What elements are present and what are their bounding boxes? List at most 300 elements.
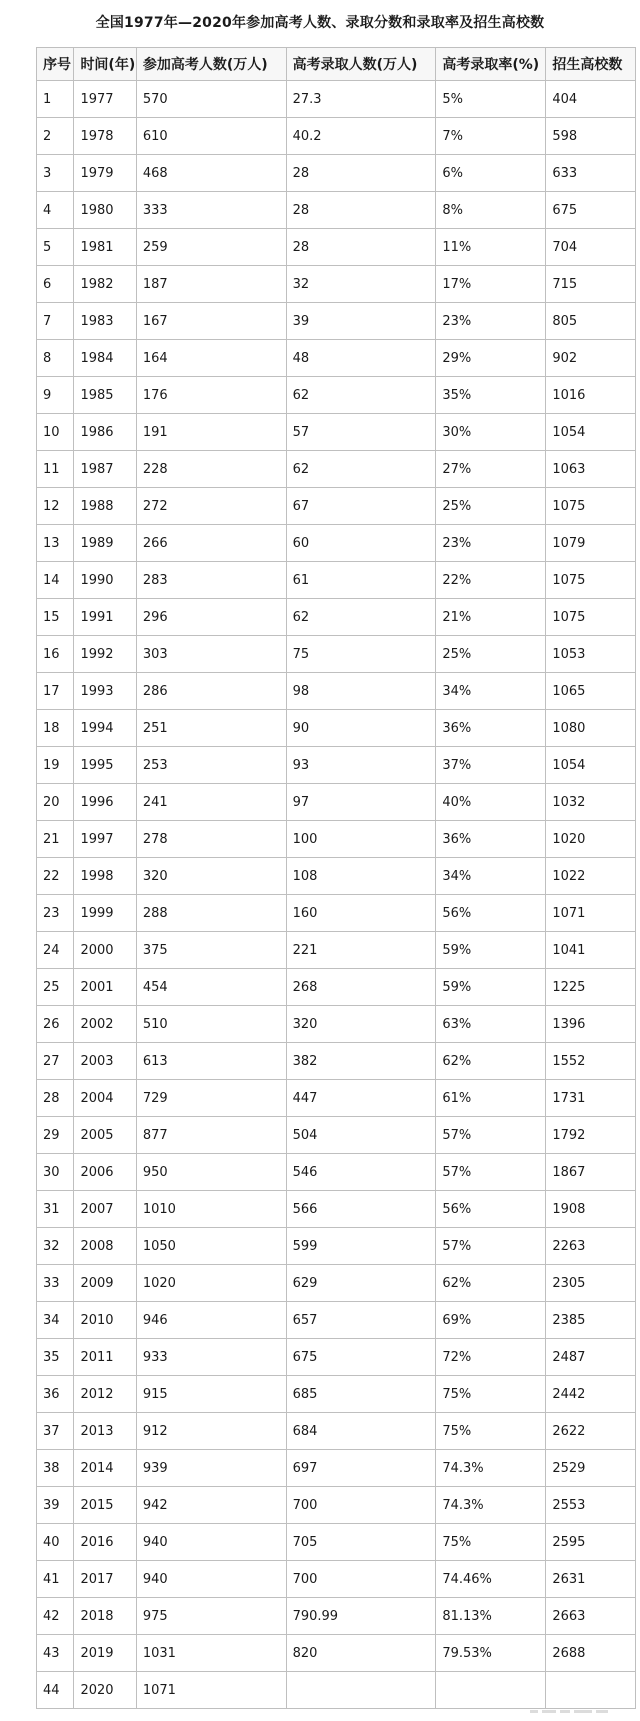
cell-serial: 38	[37, 1450, 74, 1487]
cell-applicants: 278	[136, 821, 286, 858]
cell-admission-rate: 75%	[436, 1376, 546, 1413]
cell-year: 1979	[74, 155, 136, 192]
cell-universities: 1054	[546, 747, 636, 784]
cell-admitted: 675	[286, 1339, 436, 1376]
cell-year: 1982	[74, 266, 136, 303]
cell-admitted: 705	[286, 1524, 436, 1561]
cell-serial: 40	[37, 1524, 74, 1561]
cell-year: 2007	[74, 1191, 136, 1228]
admission-statistics-table	[36, 47, 636, 1709]
cell-universities: 1041	[546, 932, 636, 969]
cell-admitted: 657	[286, 1302, 436, 1339]
table-row	[37, 969, 636, 1006]
table-row	[37, 1413, 636, 1450]
cell-admitted: 40.2	[286, 118, 436, 155]
cell-admission-rate: 59%	[436, 932, 546, 969]
cell-year: 1996	[74, 784, 136, 821]
cell-applicants: 167	[136, 303, 286, 340]
cell-admission-rate: 34%	[436, 858, 546, 895]
cell-applicants: 915	[136, 1376, 286, 1413]
cell-serial: 28	[37, 1080, 74, 1117]
cell-year: 1997	[74, 821, 136, 858]
table-row	[37, 673, 636, 710]
cell-applicants: 251	[136, 710, 286, 747]
table-row	[37, 1191, 636, 1228]
cell-admitted: 98	[286, 673, 436, 710]
cell-serial: 7	[37, 303, 74, 340]
cell-admitted: 221	[286, 932, 436, 969]
cell-universities: 2487	[546, 1339, 636, 1376]
cell-admission-rate: 81.13%	[436, 1598, 546, 1635]
cell-year: 2015	[74, 1487, 136, 1524]
cell-universities: 1731	[546, 1080, 636, 1117]
cell-universities: 2631	[546, 1561, 636, 1598]
cell-admission-rate: 57%	[436, 1154, 546, 1191]
cell-applicants: 259	[136, 229, 286, 266]
cell-year: 1995	[74, 747, 136, 784]
cell-year: 2000	[74, 932, 136, 969]
cell-serial: 14	[37, 562, 74, 599]
cell-applicants: 468	[136, 155, 286, 192]
cell-admission-rate: 25%	[436, 636, 546, 673]
table-row	[37, 1561, 636, 1598]
cell-universities: 1020	[546, 821, 636, 858]
cell-applicants: 454	[136, 969, 286, 1006]
cell-universities: 2595	[546, 1524, 636, 1561]
cell-universities: 2553	[546, 1487, 636, 1524]
cell-serial: 13	[37, 525, 74, 562]
cell-serial: 23	[37, 895, 74, 932]
cell-admitted: 75	[286, 636, 436, 673]
cell-admitted: 697	[286, 1450, 436, 1487]
cell-applicants: 912	[136, 1413, 286, 1450]
cell-applicants: 253	[136, 747, 286, 784]
cell-year: 2010	[74, 1302, 136, 1339]
cell-admission-rate: 56%	[436, 1191, 546, 1228]
cell-applicants: 1020	[136, 1265, 286, 1302]
cell-applicants: 942	[136, 1487, 286, 1524]
cell-year: 1992	[74, 636, 136, 673]
cell-year: 1986	[74, 414, 136, 451]
cell-year: 2013	[74, 1413, 136, 1450]
header-year: 时间(年)	[74, 48, 136, 81]
table-title: 全国1977年—2020年参加高考人数、录取分数和录取率及招生高校数	[95, 15, 545, 31]
cell-applicants: 1031	[136, 1635, 286, 1672]
cell-year: 1987	[74, 451, 136, 488]
cell-serial: 5	[37, 229, 74, 266]
cell-admission-rate: 27%	[436, 451, 546, 488]
cell-admitted: 61	[286, 562, 436, 599]
header-serial: 序号	[37, 48, 74, 81]
cell-year: 1998	[74, 858, 136, 895]
cell-applicants: 877	[136, 1117, 286, 1154]
cell-universities: 2688	[546, 1635, 636, 1672]
cell-admission-rate: 6%	[436, 155, 546, 192]
cell-year: 1981	[74, 229, 136, 266]
table-row	[37, 1302, 636, 1339]
cell-year: 2001	[74, 969, 136, 1006]
cell-applicants: 176	[136, 377, 286, 414]
cell-admitted: 62	[286, 599, 436, 636]
header-admission-rate: 高考录取率(%)	[436, 48, 546, 81]
cell-applicants: 510	[136, 1006, 286, 1043]
cell-universities: 2305	[546, 1265, 636, 1302]
table-row	[37, 821, 636, 858]
cell-applicants: 288	[136, 895, 286, 932]
cell-admission-rate: 22%	[436, 562, 546, 599]
cell-universities: 1867	[546, 1154, 636, 1191]
cell-admission-rate: 59%	[436, 969, 546, 1006]
cell-admitted: 820	[286, 1635, 436, 1672]
cell-year: 2009	[74, 1265, 136, 1302]
cell-applicants: 610	[136, 118, 286, 155]
cell-year: 2012	[74, 1376, 136, 1413]
table-row	[37, 710, 636, 747]
cell-applicants: 333	[136, 192, 286, 229]
cell-year: 2018	[74, 1598, 136, 1635]
table-row	[37, 1635, 636, 1672]
cell-admission-rate: 36%	[436, 821, 546, 858]
table-row	[37, 229, 636, 266]
cell-admission-rate: 37%	[436, 747, 546, 784]
cell-year: 1994	[74, 710, 136, 747]
cell-applicants: 375	[136, 932, 286, 969]
cell-admission-rate: 23%	[436, 303, 546, 340]
cell-serial: 1	[37, 81, 74, 118]
cell-applicants: 1010	[136, 1191, 286, 1228]
table-row	[37, 303, 636, 340]
cell-admitted: 93	[286, 747, 436, 784]
cell-universities: 2663	[546, 1598, 636, 1635]
cell-applicants: 1071	[136, 1672, 286, 1709]
cell-admitted: 32	[286, 266, 436, 303]
cell-serial: 15	[37, 599, 74, 636]
cell-serial: 21	[37, 821, 74, 858]
cell-admission-rate: 7%	[436, 118, 546, 155]
cell-admitted: 447	[286, 1080, 436, 1117]
cell-admitted: 685	[286, 1376, 436, 1413]
cell-admitted: 67	[286, 488, 436, 525]
cell-admitted: 599	[286, 1228, 436, 1265]
cell-admitted: 28	[286, 192, 436, 229]
cell-applicants: 946	[136, 1302, 286, 1339]
cell-admission-rate: 36%	[436, 710, 546, 747]
cell-serial: 2	[37, 118, 74, 155]
cell-admission-rate: 57%	[436, 1117, 546, 1154]
cell-admitted: 62	[286, 377, 436, 414]
cell-serial: 34	[37, 1302, 74, 1339]
table-row	[37, 784, 636, 821]
cell-admitted: 160	[286, 895, 436, 932]
table-row	[37, 81, 636, 118]
cell-serial: 35	[37, 1339, 74, 1376]
cell-admitted: 268	[286, 969, 436, 1006]
cell-year: 2014	[74, 1450, 136, 1487]
cell-universities: 1022	[546, 858, 636, 895]
cell-year: 2008	[74, 1228, 136, 1265]
cell-admission-rate: 5%	[436, 81, 546, 118]
cell-admission-rate: 62%	[436, 1265, 546, 1302]
cell-universities: 1908	[546, 1191, 636, 1228]
cell-admitted: 48	[286, 340, 436, 377]
table-row	[37, 1598, 636, 1635]
cell-universities: 1016	[546, 377, 636, 414]
cell-year: 1978	[74, 118, 136, 155]
table-body	[37, 81, 636, 1709]
cell-admitted: 57	[286, 414, 436, 451]
cell-applicants: 241	[136, 784, 286, 821]
cell-admission-rate: 57%	[436, 1228, 546, 1265]
table-row	[37, 858, 636, 895]
cell-admission-rate: 35%	[436, 377, 546, 414]
cell-applicants: 320	[136, 858, 286, 895]
cell-applicants: 296	[136, 599, 286, 636]
cell-serial: 30	[37, 1154, 74, 1191]
cell-year: 1977	[74, 81, 136, 118]
cell-serial: 26	[37, 1006, 74, 1043]
table-row	[37, 377, 636, 414]
table-row	[37, 1376, 636, 1413]
cell-admitted: 790.99	[286, 1598, 436, 1635]
cell-serial: 6	[37, 266, 74, 303]
cell-universities: 2263	[546, 1228, 636, 1265]
cell-serial: 11	[37, 451, 74, 488]
cell-admitted: 62	[286, 451, 436, 488]
cell-admission-rate: 75%	[436, 1524, 546, 1561]
table-row	[37, 1117, 636, 1154]
cell-universities: 1225	[546, 969, 636, 1006]
cell-applicants: 940	[136, 1561, 286, 1598]
cell-year: 1983	[74, 303, 136, 340]
cell-applicants: 950	[136, 1154, 286, 1191]
cell-year: 2004	[74, 1080, 136, 1117]
cell-year: 2011	[74, 1339, 136, 1376]
table-row	[37, 1154, 636, 1191]
watermark	[530, 1701, 626, 1715]
cell-serial: 39	[37, 1487, 74, 1524]
cell-serial: 24	[37, 932, 74, 969]
cell-applicants: 272	[136, 488, 286, 525]
cell-serial: 22	[37, 858, 74, 895]
table-row	[37, 488, 636, 525]
cell-serial: 16	[37, 636, 74, 673]
cell-year: 1984	[74, 340, 136, 377]
cell-admission-rate: 8%	[436, 192, 546, 229]
cell-admitted: 27.3	[286, 81, 436, 118]
cell-admitted: 108	[286, 858, 436, 895]
cell-universities: 715	[546, 266, 636, 303]
table-row	[37, 1080, 636, 1117]
cell-admitted: 504	[286, 1117, 436, 1154]
cell-admitted: 700	[286, 1487, 436, 1524]
cell-serial: 20	[37, 784, 74, 821]
table-row	[37, 747, 636, 784]
cell-universities: 633	[546, 155, 636, 192]
cell-admitted: 629	[286, 1265, 436, 1302]
cell-admitted: 90	[286, 710, 436, 747]
cell-year: 1988	[74, 488, 136, 525]
cell-applicants: 228	[136, 451, 286, 488]
cell-serial: 18	[37, 710, 74, 747]
cell-serial: 19	[37, 747, 74, 784]
cell-admission-rate: 30%	[436, 414, 546, 451]
table-row	[37, 1450, 636, 1487]
table-row	[37, 155, 636, 192]
cell-year: 2020	[74, 1672, 136, 1709]
cell-universities: 404	[546, 81, 636, 118]
cell-admission-rate: 56%	[436, 895, 546, 932]
cell-universities: 902	[546, 340, 636, 377]
cell-serial: 27	[37, 1043, 74, 1080]
cell-admission-rate: 74.3%	[436, 1487, 546, 1524]
cell-serial: 4	[37, 192, 74, 229]
cell-year: 2005	[74, 1117, 136, 1154]
cell-universities: 2442	[546, 1376, 636, 1413]
table-row	[37, 414, 636, 451]
cell-admitted: 566	[286, 1191, 436, 1228]
cell-admitted: 382	[286, 1043, 436, 1080]
cell-applicants: 613	[136, 1043, 286, 1080]
cell-year: 1990	[74, 562, 136, 599]
cell-applicants: 187	[136, 266, 286, 303]
cell-applicants: 729	[136, 1080, 286, 1117]
cell-admission-rate: 69%	[436, 1302, 546, 1339]
table-row	[37, 1524, 636, 1561]
table-row	[37, 599, 636, 636]
cell-applicants: 975	[136, 1598, 286, 1635]
cell-admission-rate: 23%	[436, 525, 546, 562]
cell-serial: 9	[37, 377, 74, 414]
cell-applicants: 939	[136, 1450, 286, 1487]
cell-admission-rate: 74.46%	[436, 1561, 546, 1598]
cell-admission-rate: 61%	[436, 1080, 546, 1117]
cell-applicants: 283	[136, 562, 286, 599]
cell-admitted: 28	[286, 229, 436, 266]
cell-admission-rate: 29%	[436, 340, 546, 377]
table-row	[37, 1006, 636, 1043]
cell-serial: 8	[37, 340, 74, 377]
cell-serial: 37	[37, 1413, 74, 1450]
cell-admission-rate: 79.53%	[436, 1635, 546, 1672]
cell-applicants: 266	[136, 525, 286, 562]
cell-year: 1985	[74, 377, 136, 414]
header-admitted: 高考录取人数(万人)	[286, 48, 436, 81]
cell-serial: 31	[37, 1191, 74, 1228]
cell-admission-rate: 11%	[436, 229, 546, 266]
table-row	[37, 636, 636, 673]
table-row	[37, 1265, 636, 1302]
cell-applicants: 1050	[136, 1228, 286, 1265]
cell-admitted: 100	[286, 821, 436, 858]
table-row	[37, 1228, 636, 1265]
cell-year: 1993	[74, 673, 136, 710]
cell-universities: 1075	[546, 562, 636, 599]
cell-universities: 1080	[546, 710, 636, 747]
cell-serial: 42	[37, 1598, 74, 1635]
cell-universities: 805	[546, 303, 636, 340]
cell-universities: 704	[546, 229, 636, 266]
cell-year: 1999	[74, 895, 136, 932]
cell-serial: 10	[37, 414, 74, 451]
table-row	[37, 451, 636, 488]
table-row	[37, 118, 636, 155]
header-universities: 招生高校数	[546, 48, 636, 81]
cell-universities: 1054	[546, 414, 636, 451]
table-row	[37, 1339, 636, 1376]
cell-admitted: 320	[286, 1006, 436, 1043]
cell-universities: 1071	[546, 895, 636, 932]
cell-applicants: 303	[136, 636, 286, 673]
cell-universities: 2622	[546, 1413, 636, 1450]
cell-year: 2019	[74, 1635, 136, 1672]
cell-universities: 1053	[546, 636, 636, 673]
cell-serial: 41	[37, 1561, 74, 1598]
cell-universities: 1079	[546, 525, 636, 562]
cell-serial: 43	[37, 1635, 74, 1672]
cell-year: 1991	[74, 599, 136, 636]
cell-year: 2016	[74, 1524, 136, 1561]
cell-serial: 25	[37, 969, 74, 1006]
cell-year: 2006	[74, 1154, 136, 1191]
cell-admission-rate: 17%	[436, 266, 546, 303]
cell-serial: 17	[37, 673, 74, 710]
cell-admission-rate: 34%	[436, 673, 546, 710]
cell-admitted: 546	[286, 1154, 436, 1191]
cell-admission-rate: 21%	[436, 599, 546, 636]
cell-admission-rate: 62%	[436, 1043, 546, 1080]
cell-universities: 1396	[546, 1006, 636, 1043]
cell-applicants: 164	[136, 340, 286, 377]
cell-universities: 2529	[546, 1450, 636, 1487]
cell-year: 2002	[74, 1006, 136, 1043]
cell-serial: 12	[37, 488, 74, 525]
cell-year: 2003	[74, 1043, 136, 1080]
cell-universities: 1075	[546, 488, 636, 525]
cell-applicants: 191	[136, 414, 286, 451]
cell-admission-rate: 72%	[436, 1339, 546, 1376]
cell-admission-rate: 74.3%	[436, 1450, 546, 1487]
cell-universities: 1552	[546, 1043, 636, 1080]
cell-universities: 598	[546, 118, 636, 155]
table-row	[37, 1043, 636, 1080]
cell-admitted: 684	[286, 1413, 436, 1450]
cell-universities: 2385	[546, 1302, 636, 1339]
cell-applicants: 286	[136, 673, 286, 710]
cell-universities: 675	[546, 192, 636, 229]
table-row	[37, 192, 636, 229]
cell-admission-rate: 40%	[436, 784, 546, 821]
cell-admission-rate: 25%	[436, 488, 546, 525]
cell-serial: 44	[37, 1672, 74, 1709]
cell-applicants: 570	[136, 81, 286, 118]
cell-year: 1989	[74, 525, 136, 562]
cell-serial: 36	[37, 1376, 74, 1413]
cell-admitted: 39	[286, 303, 436, 340]
cell-universities: 1065	[546, 673, 636, 710]
cell-admitted: 60	[286, 525, 436, 562]
table-row	[37, 562, 636, 599]
table-row	[37, 1487, 636, 1524]
table-row	[37, 525, 636, 562]
cell-serial: 29	[37, 1117, 74, 1154]
table-row	[37, 932, 636, 969]
header-applicants: 参加高考人数(万人)	[136, 48, 286, 81]
cell-admission-rate: 63%	[436, 1006, 546, 1043]
cell-serial: 33	[37, 1265, 74, 1302]
cell-year: 1980	[74, 192, 136, 229]
cell-admitted: 28	[286, 155, 436, 192]
cell-universities: 1075	[546, 599, 636, 636]
